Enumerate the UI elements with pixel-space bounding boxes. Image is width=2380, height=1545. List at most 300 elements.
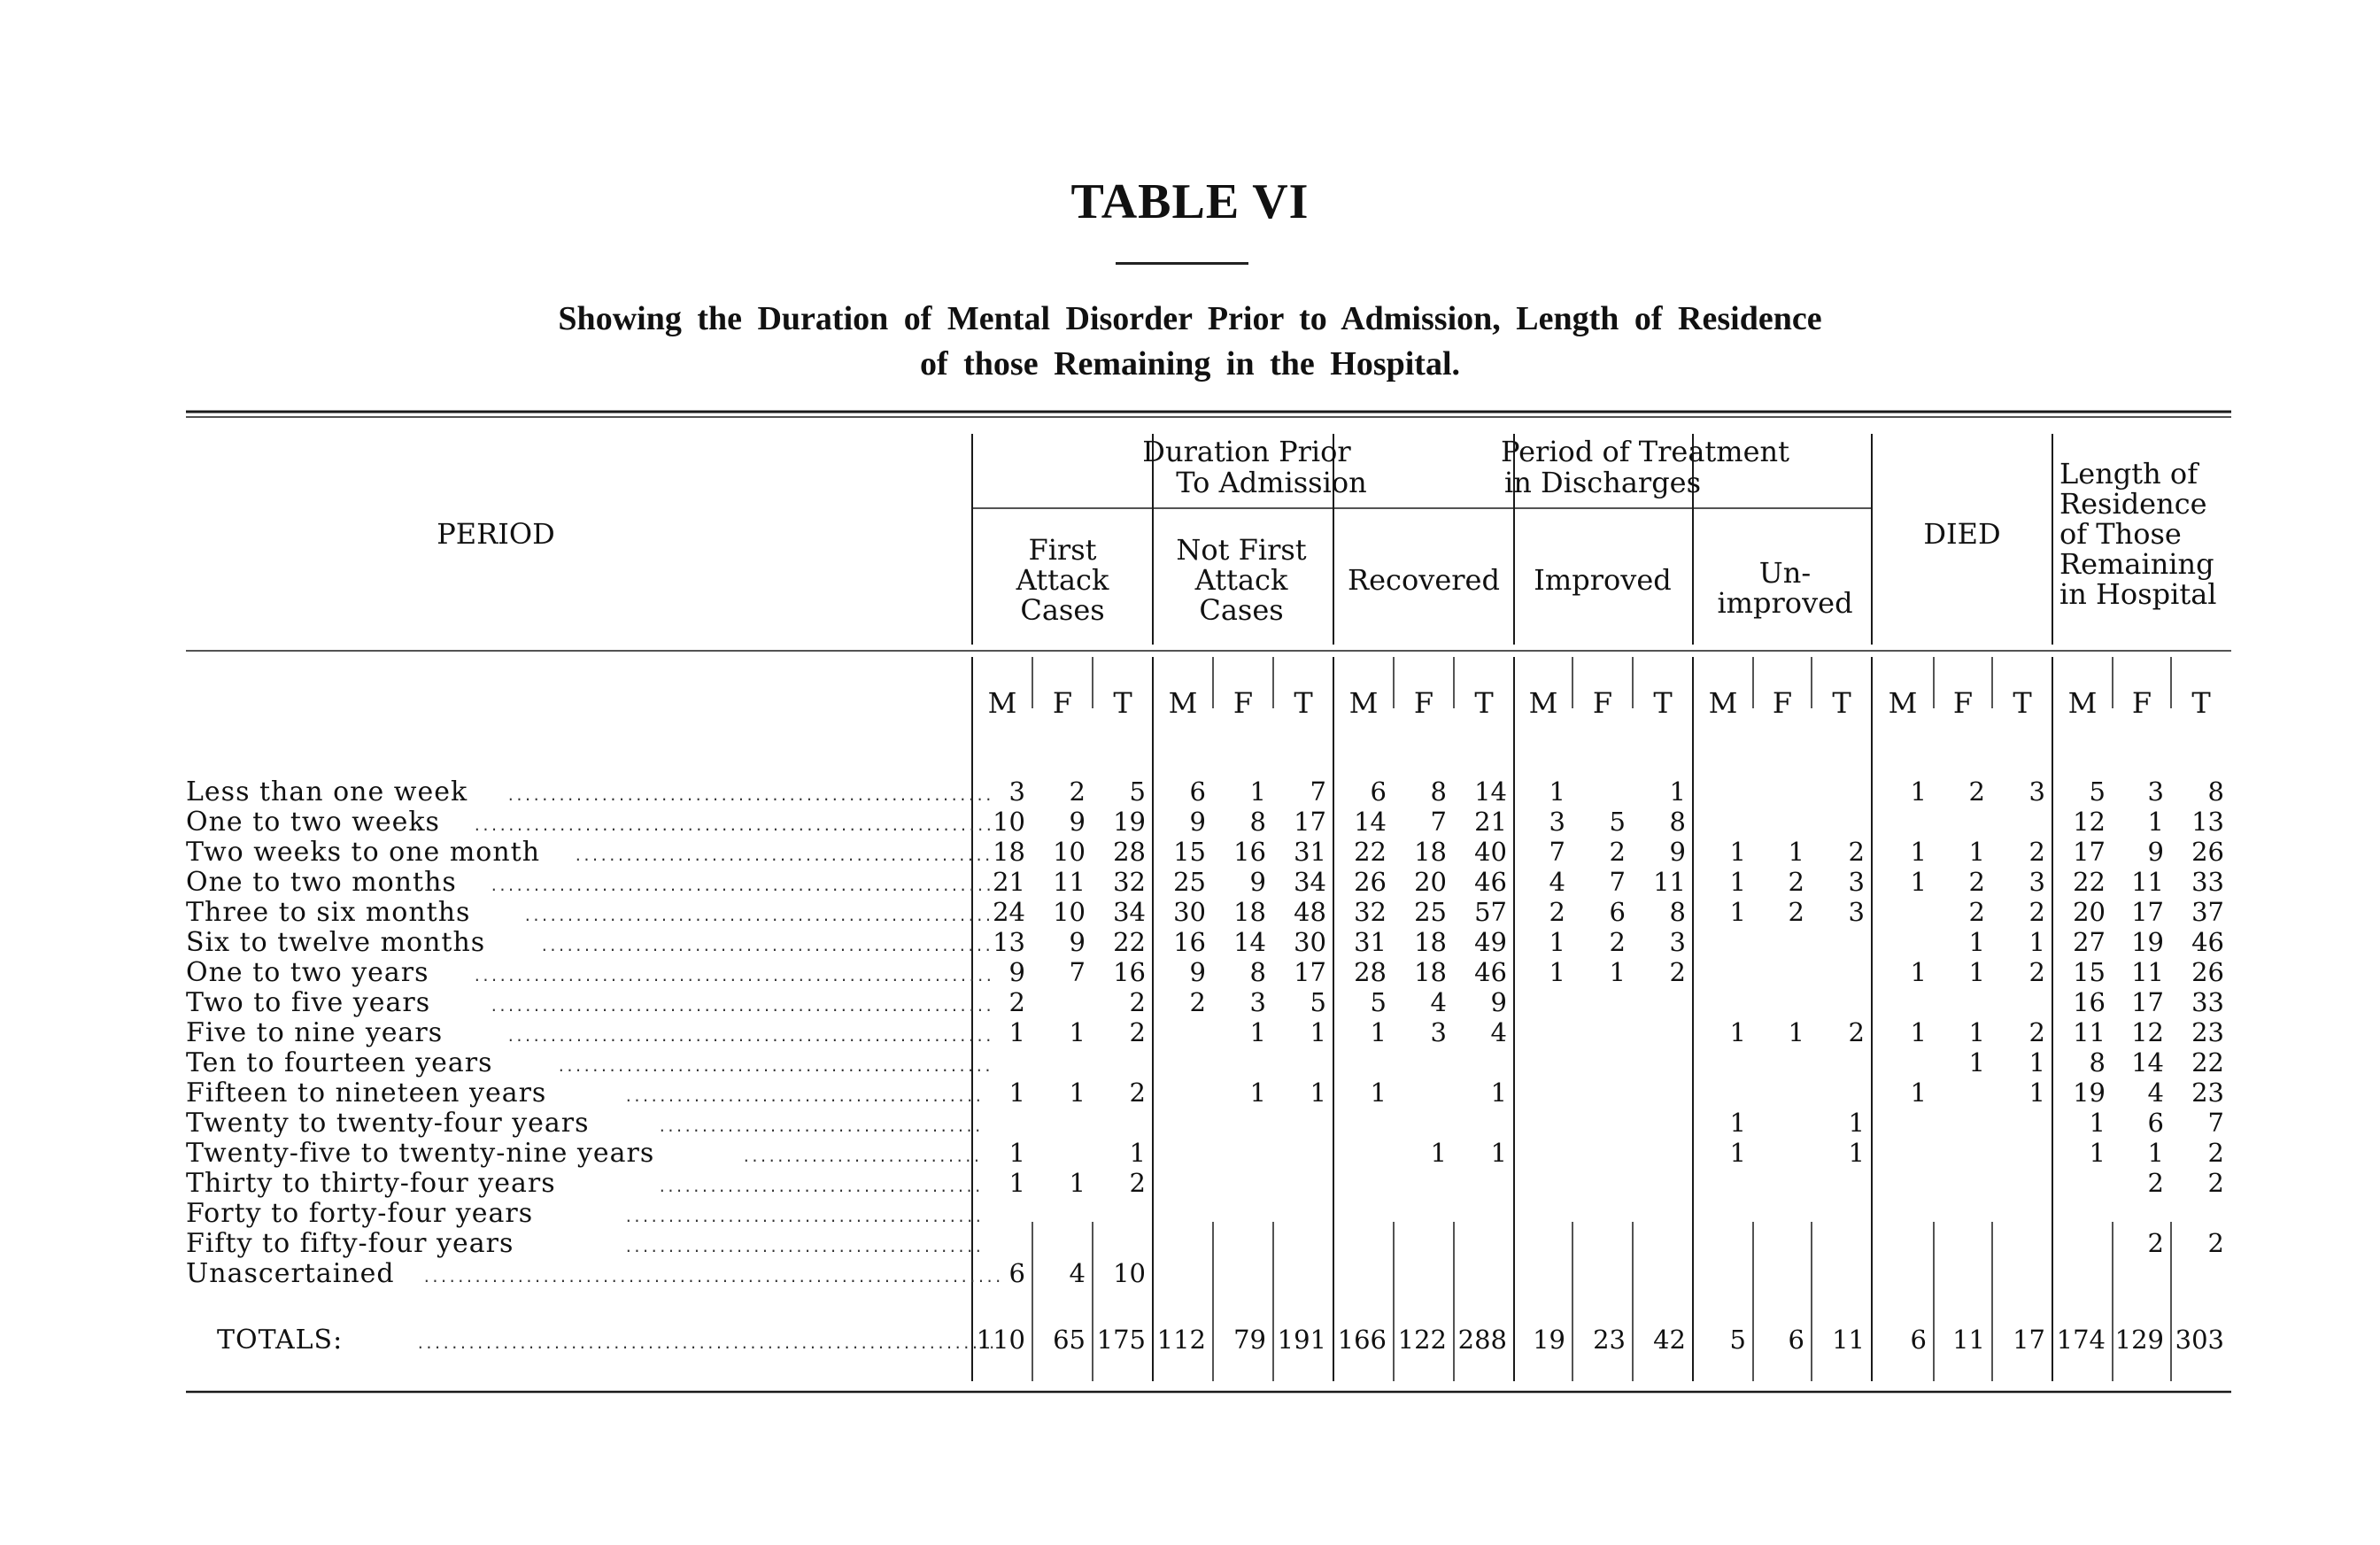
column-label-t: T (2013, 686, 2032, 720)
table-cell: 1 (1430, 1138, 1447, 1168)
leader-dots: .......................................... (624, 1209, 983, 1225)
table-cell: 17 (1294, 957, 1326, 987)
table-cell: 17 (2131, 987, 2164, 1017)
column-label-t: T (1653, 686, 1673, 720)
table-cell: 2 (1008, 987, 1025, 1017)
table-cell: 4 (2147, 1078, 2164, 1108)
totals-cell: 65 (1053, 1325, 1086, 1355)
table-cell: 8 (2089, 1047, 2106, 1078)
table-cell: 46 (2191, 927, 2224, 957)
table-subtitle-line-1: Showing the Duration of Mental Disorder Prior to Admission, Length of Residence (558, 300, 1822, 337)
row-label: Two to five years (186, 987, 431, 1018)
table-cell: 7 (1069, 957, 1086, 987)
table-cell: 11 (1053, 867, 1086, 897)
table-cell: 1 (1729, 867, 1746, 897)
table-cell: 1 (1249, 1017, 1266, 1047)
totals-cell: 6 (1910, 1325, 1927, 1355)
table-cell: 30 (1294, 927, 1326, 957)
table-cell: 2 (1549, 897, 1565, 927)
table-cell: 3 (1848, 867, 1865, 897)
table-cell: 1 (1848, 1138, 1865, 1168)
table-cell: 8 (1669, 897, 1686, 927)
row-label: Three to six months (186, 897, 471, 928)
table-cell: 19 (1113, 807, 1146, 837)
table-cell: 9 (2147, 837, 2164, 867)
table-cell: 3 (1669, 927, 1686, 957)
row-label: One to two years (186, 957, 429, 988)
table-cell: 48 (1294, 897, 1326, 927)
table-cell: 2 (1129, 987, 1146, 1017)
table-cell: 16 (1173, 927, 1206, 957)
totals-cell: 19 (1533, 1325, 1565, 1355)
row-label: One to two weeks (186, 807, 440, 838)
table-cell: 1 (1910, 957, 1927, 987)
row-label: Thirty to thirty-four years (186, 1168, 556, 1199)
table-cell: 18 (1414, 957, 1447, 987)
header-improved: Improved (1534, 563, 1672, 597)
table-cell: 6 (1189, 776, 1206, 807)
row-label: Fifteen to nineteen years (186, 1078, 547, 1109)
column-label-m: M (1708, 686, 1738, 720)
table-cell: 8 (2207, 776, 2224, 807)
table-cell: 1 (1968, 957, 1985, 987)
table-cell: 2 (2028, 837, 2045, 867)
table-cell: 14 (1474, 776, 1507, 807)
totals-cell: 191 (1277, 1325, 1326, 1355)
totals-cell: 175 (1096, 1325, 1146, 1355)
table-cell: 22 (2191, 1047, 2224, 1078)
table-cell: 2 (1788, 867, 1804, 897)
table-cell: 15 (2073, 957, 2106, 987)
leader-dots: ............................ (742, 1148, 981, 1165)
row-label: Fifty to fifty-four years (186, 1228, 514, 1259)
row-label: Five to nine years (186, 1017, 444, 1048)
table-cell: 1 (1129, 1138, 1146, 1168)
table-cell: 2 (1968, 776, 1985, 807)
leader-dots: ................................................... (557, 1058, 993, 1075)
header-first-attack: Attack (1016, 563, 1109, 597)
table-cell: 14 (1354, 807, 1387, 837)
column-label-t: T (2191, 686, 2211, 720)
header-died: DIED (1923, 517, 2001, 551)
leader-dots: ..................................................... (540, 938, 993, 954)
table-cell: 21 (993, 867, 1025, 897)
table-cell: 2 (2207, 1168, 2224, 1198)
header-period-treatment: Period of Treatment (1500, 435, 1790, 468)
row-label: Twenty to twenty-four years (186, 1108, 590, 1139)
table-cell: 1 (1008, 1138, 1025, 1168)
table-cell: 18 (1414, 837, 1447, 867)
table-cell: 13 (993, 927, 1025, 957)
table-cell: 40 (1474, 837, 1507, 867)
table-cell: 1 (1669, 776, 1686, 807)
table-cell: 4 (1430, 987, 1447, 1017)
totals-cell: 166 (1337, 1325, 1387, 1355)
leader-dots: ........................................................... (490, 877, 993, 894)
table-cell: 10 (1053, 897, 1086, 927)
column-label-t: T (1474, 686, 1494, 720)
table-cell: 19 (2073, 1078, 2106, 1108)
table-cell: 1 (1008, 1017, 1025, 1047)
row-label: Two weeks to one month (186, 837, 541, 868)
table-cell: 12 (2073, 807, 2106, 837)
totals-cell: 122 (1397, 1325, 1447, 1355)
table-cell: 1 (1069, 1017, 1086, 1047)
table-cell: 13 (2191, 807, 2224, 837)
header-unimproved: Un- (1758, 556, 1812, 590)
header-recovered: Recovered (1348, 563, 1500, 597)
table-cell: 33 (2191, 987, 2224, 1017)
table-cell: 2 (2147, 1168, 2164, 1198)
column-label-m: M (1348, 686, 1379, 720)
totals-cell: 112 (1156, 1325, 1206, 1355)
totals-cell: 6 (1788, 1325, 1804, 1355)
table-subtitle-line-2: of those Remaining in the Hospital. (919, 345, 1461, 382)
table-cell: 9 (1189, 807, 1206, 837)
row-label: Ten to fourteen years (186, 1047, 493, 1078)
table-cell: 1 (1370, 1078, 1387, 1108)
table-cell: 5 (2089, 776, 2106, 807)
table-cell: 16 (2073, 987, 2106, 1017)
table-cell: 28 (1354, 957, 1387, 987)
table-cell: 1 (1729, 1108, 1746, 1138)
leader-dots: ......................................................... (506, 787, 993, 804)
column-label-f: F (1232, 686, 1254, 720)
table-cell: 1 (1910, 837, 1927, 867)
table-cell: 4 (1549, 867, 1565, 897)
table-cell: 20 (1414, 867, 1447, 897)
table-cell: 1 (1910, 776, 1927, 807)
table-cell: 23 (2191, 1017, 2224, 1047)
table-cell: 22 (1113, 927, 1146, 957)
table-cell: 1 (1069, 1078, 1086, 1108)
column-label-f: F (1052, 686, 1073, 720)
table-cell: 1 (1008, 1078, 1025, 1108)
row-label: Six to twelve months (186, 927, 486, 958)
header-length-residence: Length of (2059, 457, 2198, 491)
table-cell: 10 (1053, 837, 1086, 867)
header-period: PERIOD (437, 517, 555, 551)
table-cell: 1 (1370, 1017, 1387, 1047)
table-cell: 2 (1669, 957, 1686, 987)
table-cell: 8 (1430, 776, 1447, 807)
table-cell: 11 (1653, 867, 1686, 897)
table-cell: 1 (1729, 897, 1746, 927)
leader-dots: ....................................................... (523, 908, 993, 924)
table-cell: 33 (2191, 867, 2224, 897)
row-label: One to two months (186, 867, 457, 898)
header-length-residence: Residence (2059, 487, 2207, 521)
table-cell: 6 (1008, 1258, 1025, 1288)
table-cell: 2 (1609, 837, 1626, 867)
totals-cell: 303 (2175, 1325, 2224, 1355)
column-label-f: F (1413, 686, 1434, 720)
table-cell: 10 (993, 807, 1025, 837)
table-cell: 11 (2131, 957, 2164, 987)
table-cell: 7 (2207, 1108, 2224, 1138)
table-cell: 1 (1249, 1078, 1266, 1108)
table-cell: 9 (1249, 867, 1266, 897)
table-cell: 1 (2028, 1047, 2045, 1078)
column-label-m: M (2067, 686, 2098, 720)
table-cell: 12 (2131, 1017, 2164, 1047)
header-duration-prior: To Admission (1176, 466, 1367, 499)
table-cell: 1 (1490, 1078, 1507, 1108)
header-not-first-attack: Not First (1176, 533, 1307, 567)
table-cell: 7 (1430, 807, 1447, 837)
table-cell: 25 (1173, 867, 1206, 897)
table-cell: 16 (1113, 957, 1146, 987)
leader-dots: .................................................................... (416, 1335, 997, 1352)
table-cell: 1 (1549, 927, 1565, 957)
table-cell: 2 (2207, 1228, 2224, 1258)
table-cell: 1 (2089, 1108, 2106, 1138)
table-cell: 2 (1189, 987, 1206, 1017)
table-cell: 1 (1069, 1168, 1086, 1198)
table-cell: 2 (2028, 1017, 2045, 1047)
table-cell: 16 (1233, 837, 1266, 867)
leader-dots: .......................................... (624, 1239, 983, 1255)
table-cell: 26 (2191, 957, 2224, 987)
table-cell: 3 (1249, 987, 1266, 1017)
column-label-f: F (2131, 686, 2152, 720)
table-cell: 46 (1474, 957, 1507, 987)
table-cell: 18 (1414, 927, 1447, 957)
table-cell: 20 (2073, 897, 2106, 927)
table-cell: 1 (2089, 1138, 2106, 1168)
table-cell: 1 (1968, 837, 1985, 867)
leader-dots: ......................................................... (506, 1028, 993, 1045)
table-cell: 37 (2191, 897, 2224, 927)
table-cell: 7 (1609, 867, 1626, 897)
table-cell: 1 (2028, 1078, 2045, 1108)
column-label-m: M (987, 686, 1017, 720)
table-cell: 1 (1609, 957, 1626, 987)
table-cell: 32 (1354, 897, 1387, 927)
header-first-attack: First (1028, 533, 1097, 567)
table-cell: 1 (1788, 837, 1804, 867)
table-cell: 1 (1968, 1047, 1985, 1078)
table-cell: 8 (1249, 807, 1266, 837)
table-cell: 1 (1729, 1017, 1746, 1047)
table-cell: 1 (1910, 1017, 1927, 1047)
header-length-residence: Remaining (2059, 547, 2214, 581)
table-cell: 14 (2131, 1047, 2164, 1078)
table-cell: 49 (1474, 927, 1507, 957)
table-cell: 1 (1788, 1017, 1804, 1047)
table-cell: 9 (1069, 807, 1086, 837)
table-cell: 1 (2028, 927, 2045, 957)
table-cell: 26 (1354, 867, 1387, 897)
table-cell: 2 (1968, 897, 1985, 927)
header-not-first-attack: Attack (1194, 563, 1288, 597)
table-cell: 9 (1189, 957, 1206, 987)
header-unimproved: improved (1717, 586, 1853, 620)
table-cell: 2 (1968, 867, 1985, 897)
table-cell: 2 (1129, 1017, 1146, 1047)
table-cell: 2 (2028, 897, 2045, 927)
column-label-t: T (1113, 686, 1132, 720)
table-cell: 23 (2191, 1078, 2224, 1108)
table-cell: 4 (1069, 1258, 1086, 1288)
table-cell: 9 (1669, 837, 1686, 867)
leader-dots: ........................................................... (490, 998, 993, 1015)
table-cell: 9 (1490, 987, 1507, 1017)
header-duration-prior: Duration Prior (1142, 435, 1351, 468)
table-cell: 2 (1129, 1078, 1146, 1108)
totals-cell: 174 (2056, 1325, 2106, 1355)
table-cell: 11 (2073, 1017, 2106, 1047)
leader-dots: .................................................................... (422, 1269, 1003, 1286)
leader-dots: ............................................................. (473, 817, 993, 834)
table-cell: 3 (1430, 1017, 1447, 1047)
table-cell: 1 (1008, 1168, 1025, 1198)
leader-dots: ................................................. (574, 847, 993, 864)
header-length-residence: in Hospital (2059, 577, 2217, 611)
table-cell: 1 (1549, 957, 1565, 987)
table-cell: 7 (1549, 837, 1565, 867)
row-label: Forty to forty-four years (186, 1198, 534, 1229)
table-cell: 2 (1848, 1017, 1865, 1047)
table-cell: 2 (1069, 776, 1086, 807)
table-cell: 31 (1354, 927, 1387, 957)
table-cell: 1 (2147, 807, 2164, 837)
totals-label: TOTALS: (217, 1325, 344, 1356)
table-cell: 6 (1609, 897, 1626, 927)
table-cell: 19 (2131, 927, 2164, 957)
table-cell: 21 (1474, 807, 1507, 837)
row-label: Twenty-five to twenty-nine years (186, 1138, 655, 1169)
table-cell: 3 (1848, 897, 1865, 927)
leader-dots: .......................................... (624, 1088, 983, 1105)
table-cell: 3 (2028, 867, 2045, 897)
table-cell: 7 (1310, 776, 1326, 807)
header-length-residence: of Those (2059, 517, 2182, 551)
table-cell: 28 (1113, 837, 1146, 867)
table-cell: 5 (1609, 807, 1626, 837)
table-cell: 8 (1249, 957, 1266, 987)
table-cell: 2 (2028, 957, 2045, 987)
table-cell: 3 (2028, 776, 2045, 807)
table-cell: 34 (1294, 867, 1326, 897)
table-cell: 18 (1233, 897, 1266, 927)
table-cell: 2 (1609, 927, 1626, 957)
column-label-f: F (1772, 686, 1793, 720)
table-cell: 2 (1848, 837, 1865, 867)
table-cell: 22 (1354, 837, 1387, 867)
column-label-f: F (1952, 686, 1974, 720)
table-cell: 1 (1848, 1108, 1865, 1138)
table-cell: 6 (1370, 776, 1387, 807)
table-cell: 17 (2131, 897, 2164, 927)
totals-cell: 110 (976, 1325, 1025, 1355)
table-cell: 46 (1474, 867, 1507, 897)
table-cell: 10 (1113, 1258, 1146, 1288)
table-cell: 1 (1249, 776, 1266, 807)
table-title: TABLE VI (1070, 174, 1310, 229)
table-cell: 1 (1549, 776, 1565, 807)
totals-cell: 79 (1233, 1325, 1266, 1355)
table-cell: 24 (993, 897, 1025, 927)
table-cell: 25 (1414, 897, 1447, 927)
table-cell: 1 (1968, 927, 1985, 957)
table-cell: 1 (1910, 867, 1927, 897)
totals-cell: 288 (1457, 1325, 1507, 1355)
totals-cell: 129 (2114, 1325, 2164, 1355)
table-cell: 1 (2147, 1138, 2164, 1168)
table-cell: 1 (1729, 837, 1746, 867)
table-cell: 3 (2147, 776, 2164, 807)
table-cell: 1 (1490, 1138, 1507, 1168)
table-cell: 5 (1370, 987, 1387, 1017)
column-label-t: T (1832, 686, 1851, 720)
header-first-attack: Cases (1020, 593, 1105, 627)
table-cell: 4 (1490, 1017, 1507, 1047)
table-cell: 6 (2147, 1108, 2164, 1138)
table-cell: 1 (1910, 1078, 1927, 1108)
table-cell: 2 (1788, 897, 1804, 927)
table-cell: 8 (1669, 807, 1686, 837)
table-cell: 30 (1173, 897, 1206, 927)
table-cell: 9 (1008, 957, 1025, 987)
header-period-treatment: in Discharges (1503, 466, 1702, 499)
totals-cell: 11 (1832, 1325, 1865, 1355)
leader-dots: ...................................... (658, 1118, 983, 1135)
table-cell: 2 (2207, 1138, 2224, 1168)
table-cell: 27 (2073, 927, 2106, 957)
table-cell: 31 (1294, 837, 1326, 867)
table-cell: 3 (1549, 807, 1565, 837)
table-cell: 1 (1310, 1017, 1326, 1047)
totals-cell: 5 (1729, 1325, 1746, 1355)
table-cell: 17 (1294, 807, 1326, 837)
table-cell: 34 (1113, 897, 1146, 927)
table-cell: 11 (2131, 867, 2164, 897)
table-cell: 1 (1729, 1138, 1746, 1168)
column-label-m: M (1888, 686, 1918, 720)
table-cell: 22 (2073, 867, 2106, 897)
column-label-t: T (1294, 686, 1313, 720)
table-cell: 2 (1129, 1168, 1146, 1198)
table-cell: 2 (2147, 1228, 2164, 1258)
totals-cell: 42 (1653, 1325, 1686, 1355)
column-label-f: F (1592, 686, 1613, 720)
totals-cell: 11 (1952, 1325, 1985, 1355)
table-cell: 18 (993, 837, 1025, 867)
row-label: Unascertained (186, 1258, 395, 1289)
table-cell: 26 (2191, 837, 2224, 867)
table-cell: 57 (1474, 897, 1507, 927)
row-label: Less than one week (186, 776, 468, 807)
column-label-m: M (1168, 686, 1198, 720)
leader-dots: ............................................................. (473, 968, 993, 985)
table-cell: 15 (1173, 837, 1206, 867)
header-not-first-attack: Cases (1199, 593, 1284, 627)
table-cell: 1 (1310, 1078, 1326, 1108)
table-cell: 9 (1069, 927, 1086, 957)
table-cell: 3 (1008, 776, 1025, 807)
table-cell: 5 (1129, 776, 1146, 807)
table-cell: 32 (1113, 867, 1146, 897)
column-label-m: M (1528, 686, 1558, 720)
table-cell: 1 (1968, 1017, 1985, 1047)
table-cell: 14 (1233, 927, 1266, 957)
leader-dots: ...................................... (658, 1178, 983, 1195)
table-cell: 5 (1310, 987, 1326, 1017)
table-cell: 17 (2073, 837, 2106, 867)
totals-cell: 23 (1593, 1325, 1626, 1355)
totals-cell: 17 (2013, 1325, 2045, 1355)
